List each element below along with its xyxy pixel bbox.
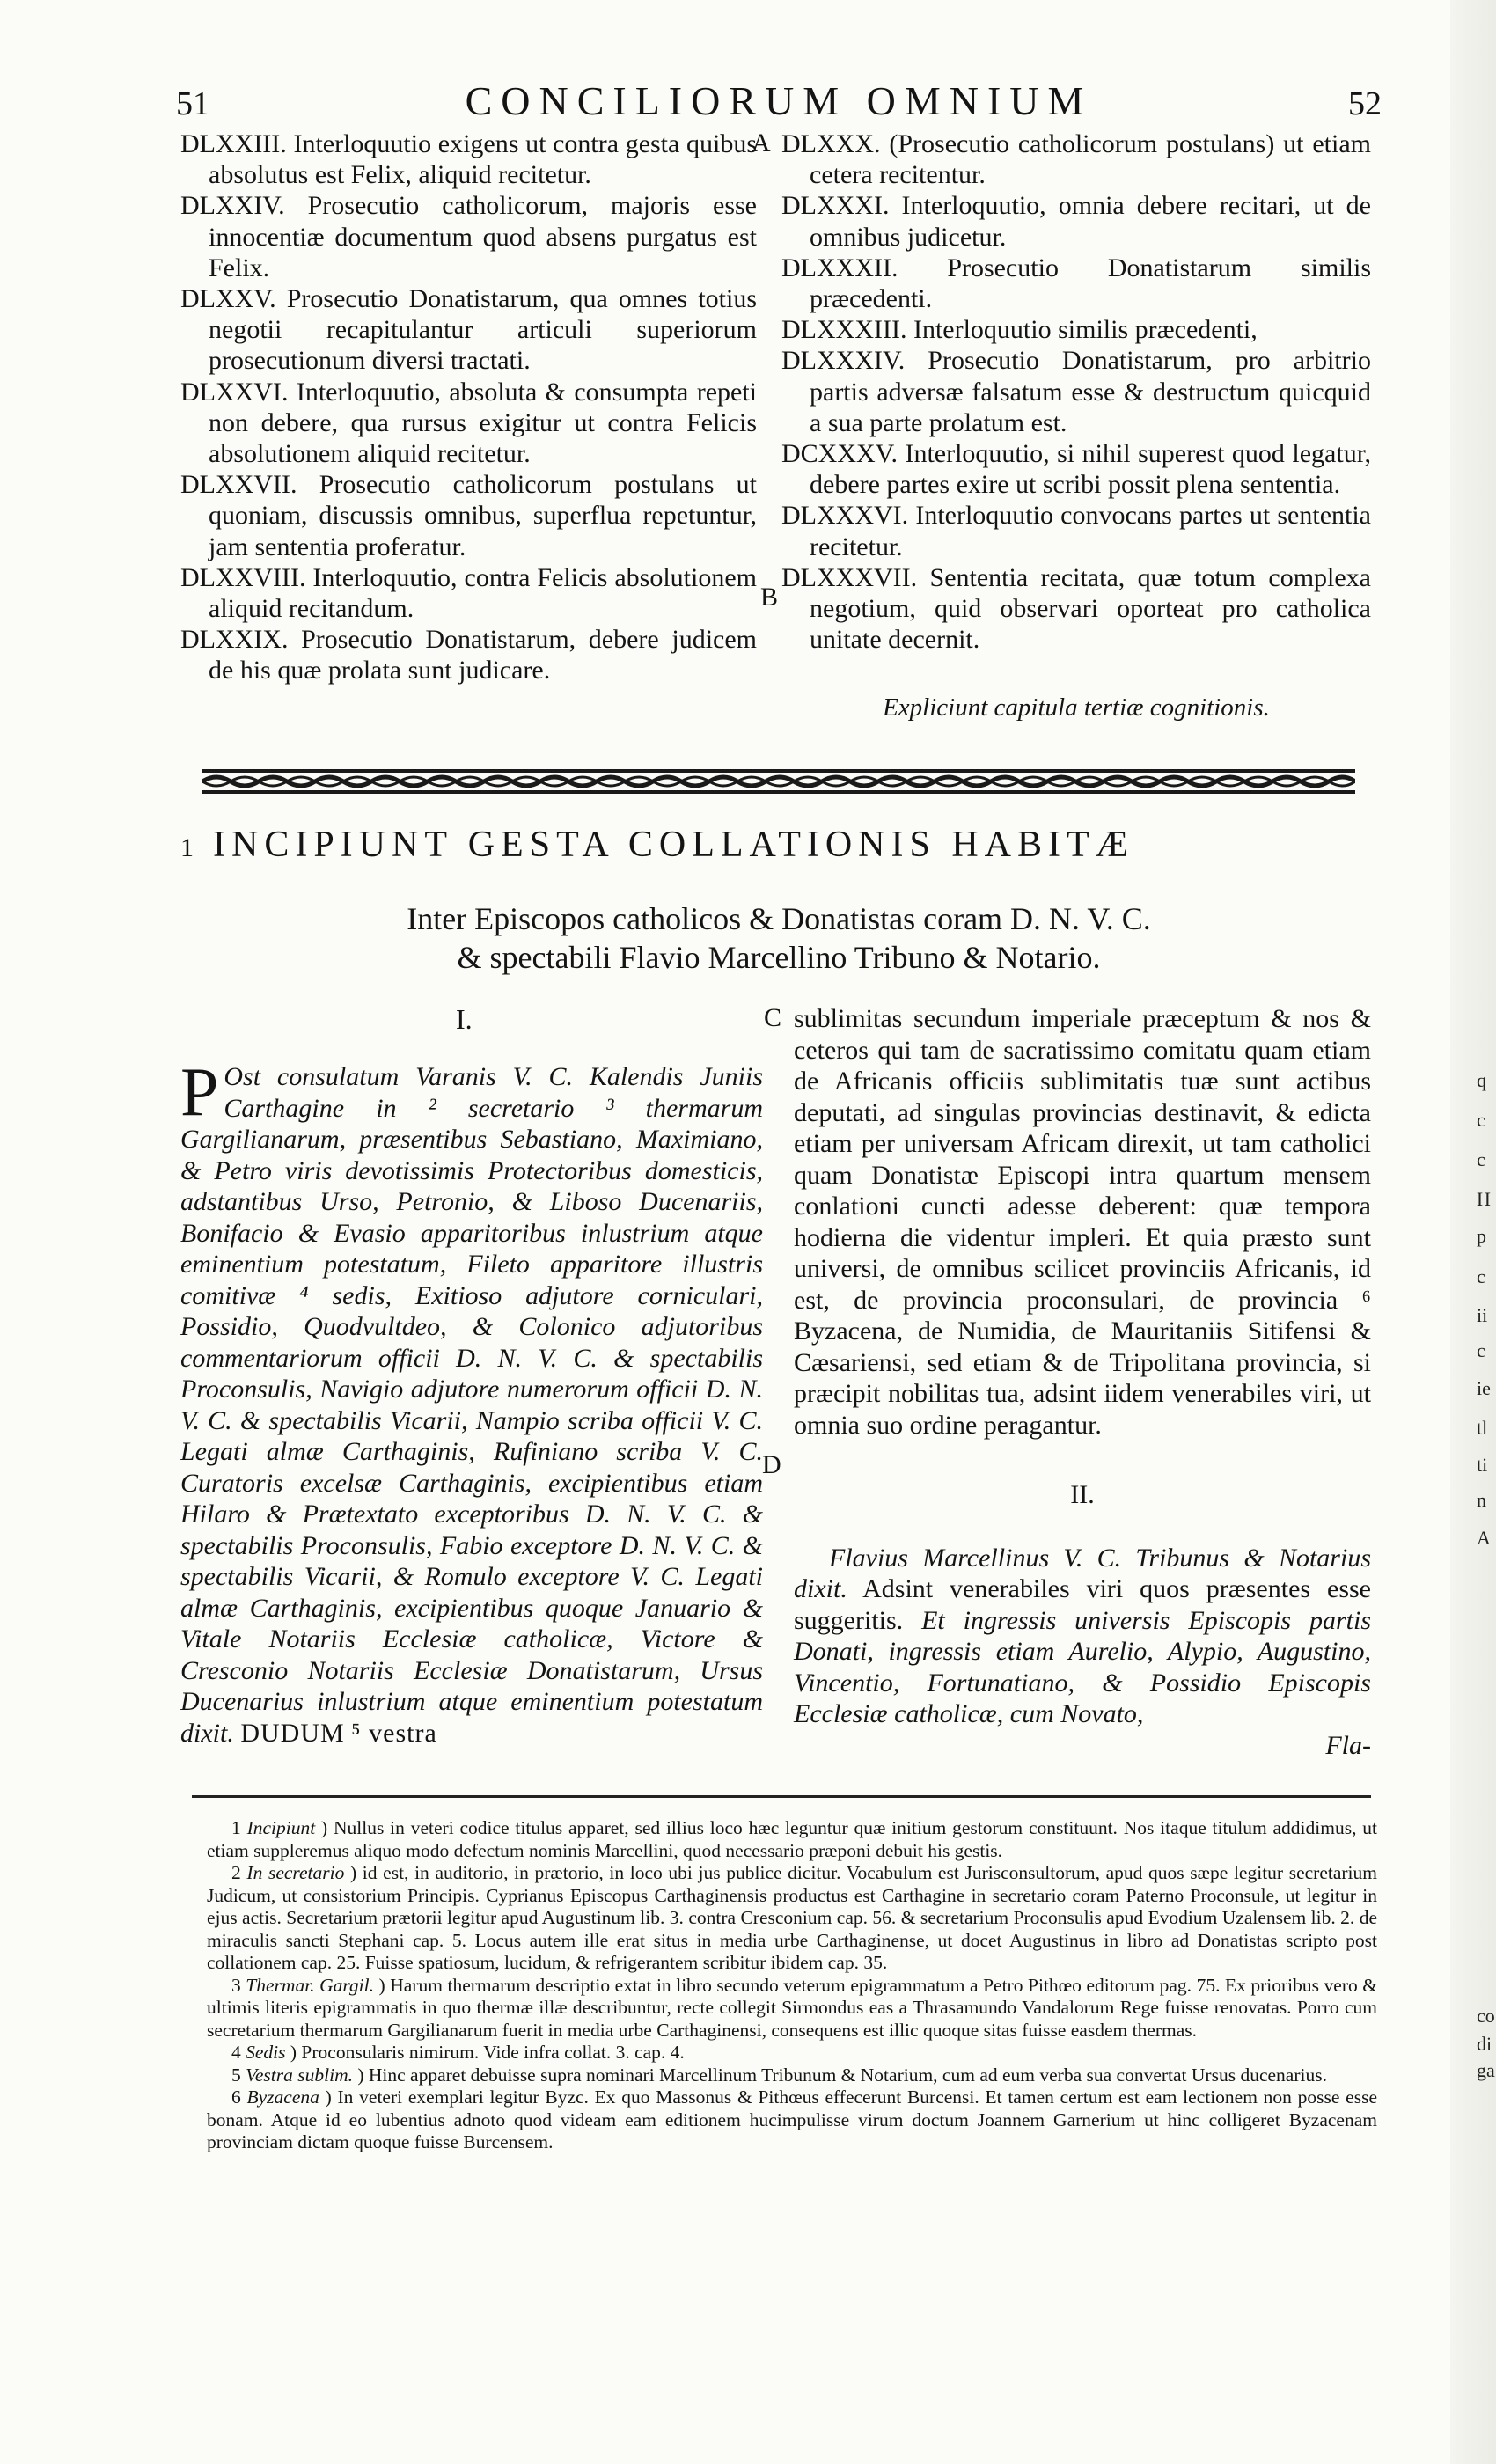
chapter-item xyxy=(180,469,757,562)
footnote-text: ) id est, in auditorio, in prætorio, in loco ubi jus publice dicitur. Vocabulum est Jurisconsultorum, apud quos sæpe legitur secretarium Judicum, ut consistorium Principis. Cyprianus Episcopus Carthaginensis productus est Carthagine in secretario coram Paterno Proconsule, ut legitur in ejus actis. Secretarium prætorii legitur apud Augustinum lib. 3. contra Cresconium cap. 56. & secretarium Proconsulis apud Evodium Uzalensem lib. 2. de miraculis sancti Stephani cap. 5. Locus autem ille erat situs in media urbe Carthaginense, ut docet Augustinus in libro ad Donatistas scripto post collationem cap. 25. Fuisse spatiosum, lucidum, & refrigerantem scribitur ibidem cap. 35. xyxy=(207,1862,1377,1973)
edge-letter: ti xyxy=(1477,1454,1488,1476)
chapter-number: DLXXVII. xyxy=(180,470,297,500)
section-i-text xyxy=(180,1053,763,1749)
edge-letter: c xyxy=(1477,1339,1485,1361)
footnote-number: 5 xyxy=(231,2064,241,2086)
edge-letter: p xyxy=(1477,1225,1486,1247)
chapter-text: Interloquutio, omnia debere recitari, ut de omnibus judicetur. xyxy=(810,191,1371,252)
edge-letter: q xyxy=(1477,1069,1486,1091)
edge-letter: di xyxy=(1477,2033,1492,2055)
chapter-number: DLXXIX. xyxy=(180,625,289,655)
catchword: Fla- xyxy=(1325,1730,1371,1760)
footnote xyxy=(207,2086,1377,2154)
section-i-continuation: sublimitas secundum imperiale præceptum & nos & ceteros qui tam de sacratissimo comitatu quam etiam de Africanis officiis sublimitatis tuæ sunt actibus deputati, ad singulas provincias destinavit, & edicta etiam per universam Africam direxit, ut tam catholici quam Donatistæ Episcopi intra quartum mensem conlationi cuncti adesse deberent: quæ tempora hodierna die videntur impleri. Et quia præsto sunt universi, de omnibus scilicet provinciis Africanis, id est, de provincia proconsulari, de provincia ⁶ Byzacena, de Numidia, de Mauritaniis Sitifensi & Cæsariensi, sed etiam & de Tripolitana provincia, si præcipit nobilitas tua, adsint iidem venerabiles viri, ut omnia suo ordine peragantur. xyxy=(794,1004,1371,1440)
emphasis-word: DUDUM xyxy=(240,1718,345,1748)
chapter-number: DLXXXIV. xyxy=(781,346,906,376)
right-column-text xyxy=(794,1003,1371,1761)
edge-letter: co xyxy=(1477,2005,1495,2027)
edge-letter: ga xyxy=(1477,2059,1495,2081)
section-ii-paragraph xyxy=(794,1543,1371,1730)
section-subheading xyxy=(176,899,1382,977)
edge-letter: c xyxy=(1477,1148,1485,1170)
explicit-line: Expliciunt capitula tertiæ cognitionis. xyxy=(883,693,1270,722)
running-head xyxy=(176,77,1382,130)
drop-cap: P xyxy=(180,1053,219,1130)
edge-letter: A xyxy=(1477,1527,1491,1549)
chapter-text: Interloquutio similis præcedenti, xyxy=(913,315,1258,345)
edge-letter: tl xyxy=(1477,1417,1488,1439)
footnote xyxy=(207,1975,1377,2042)
margin-letter-d: D xyxy=(762,1450,781,1479)
footnote-key: Incipiunt xyxy=(246,1817,316,1838)
chapter-number: DLXXXVI. xyxy=(781,501,909,531)
chapter-text: Interloquutio convocans partes ut sententia recitetur. xyxy=(810,501,1371,561)
footnote xyxy=(207,1862,1377,1975)
footnote xyxy=(207,2064,1377,2087)
chapter-item xyxy=(180,624,757,686)
footnote-number: 4 xyxy=(231,2042,241,2063)
edge-letter: c xyxy=(1477,1109,1485,1131)
chapter-text: Prosecutio Donatistarum, pro arbitrio partis adversæ falsatum esse & destructum quicquid a sua parte prolatum est. xyxy=(810,346,1371,437)
chapter-text: Prosecutio Donatistarum, debere judicem de his quæ prolata sunt judicare. xyxy=(209,625,757,686)
chapter-number: DLXXXIII. xyxy=(781,315,907,345)
chapter-text: Interloquutio, absoluta & consumpta repeti non debere, qua rursus exigitur ut contra Felicis absolutionem aliquid recitetur. xyxy=(209,377,757,469)
chapter-item xyxy=(781,253,1371,314)
chapter-item xyxy=(180,562,757,624)
page-number-right: 52 xyxy=(1348,85,1382,122)
edge-letter: n xyxy=(1477,1489,1486,1511)
footnote xyxy=(207,1817,1377,1862)
chapter-text: Prosecutio Donatistarum, qua omnes totius negotii recapitulantur articuli superiorum prosecutionum diversi tractati. xyxy=(209,284,757,376)
footnote-number: 3 xyxy=(231,1974,241,1996)
footnote-number: 6 xyxy=(231,2086,241,2108)
chapter-number: DLXXXII. xyxy=(781,253,898,282)
section-i-body: Ost consulatum Varanis V. C. Kalendis Juniis Carthagine in ² secretario ³ thermarum Gargilianarum, præsentibus Sebastiano, Maximiano, & Petro viris devotissimis Protectoribus domesticis, adstantibus Urso, Petronio, & Liboso Ducenariis, Bonifacio & Evasio apparitoribus inlustrium atque eminentium potestatum, Fileto apparitore illustris comitivæ ⁴ sedis, Exitioso adjutore corniculari, Possidio, Quodvultdeo, & Colonico adjutoribus commentariorum officii D. N. V. C. & spectabilis Proconsulis, Navigio adjutore numerorum officii D. N. V. C. & spectabilis Vicarii, Nampio scriba officii V. C. Legati almæ Carthaginis, Rufiniano scriba V. C. Curatoris excelsæ Carthaginis, excipientibus etiam Hilaro & Prætextato exceptoribus D. N. V. C. & spectabilis Proconsulis, Fabio exceptore D. N. V. C. & spectabilis Vicarii, & Romulo exceptore V. C. Legati almæ Carthaginis, excipientibus quoque Januario & Vitale Notariis Ecclesiæ catholicæ, Victore & Cresconio Notariis Ecclesiæ Donatistarum, Ursus Ducenarius inlustrium atque eminentium potestatum dixit. xyxy=(180,1062,763,1748)
footnote-key: Vestra sublim. xyxy=(246,2064,353,2086)
section-heading xyxy=(180,824,1386,866)
page-number-left: 51 xyxy=(176,85,209,122)
footnote-rule xyxy=(192,1795,1371,1798)
running-title: CONCILIORUM OMNIUM xyxy=(465,78,1093,123)
chapter-item xyxy=(781,562,1371,656)
speech-text: Adsint venerabiles viri quos præsentes esse suggeritis. xyxy=(794,1574,1371,1635)
chapter-text: Prosecutio Donatistarum similis præcedenti. xyxy=(810,253,1372,314)
chapter-item xyxy=(781,314,1371,345)
footnote-text: ) Nullus in veteri codice titulus apparet, sed illius loco hæc leguntur quæ initium gestorum constituunt. Nos itaque titulum addidimus, ut etiam suppleremus aliquo modo defectum nominis Marcellini, quod necessario præponi debuit his gestis. xyxy=(207,1817,1377,1861)
chapter-number: DLXXX. xyxy=(781,129,881,158)
chapter-item xyxy=(781,438,1371,500)
margin-letter-c: C xyxy=(764,1003,782,1032)
edge-letter: c xyxy=(1477,1265,1485,1287)
chapter-item xyxy=(180,190,757,283)
section-heading-text: INCIPIUNT GESTA COLLATIONIS HABITÆ xyxy=(213,825,1135,865)
chapter-item xyxy=(180,377,757,470)
chapter-text: Interloquutio, contra Felicis absolutionem aliquid recitandum. xyxy=(209,562,758,624)
footnote-number: 1 xyxy=(231,1817,241,1838)
section-i-tail: ⁵ vestra xyxy=(351,1718,437,1748)
footnote-ref: 1 xyxy=(180,833,194,862)
page-edge xyxy=(1450,0,1496,2464)
chapter-item xyxy=(781,190,1371,252)
chapter-text: Prosecutio catholicorum postulans ut quoniam, discussis omnibus, superflua repetuntur, jam sententia proferatur. xyxy=(209,470,757,561)
edge-letter: ii xyxy=(1477,1304,1488,1326)
chapter-list-left xyxy=(180,128,757,686)
footnote-text: ) Harum thermarum descriptio extat in libro secundo veterum epigrammatum a Petro Pithœo editorum pag. 75. Ex prioribus vero & ultimis literis epigrammatis in quo thermæ illæ describuntur, recte collegit Sirmondus eas a Thrasamundo Vandalorum Rege fuisse renovatas. Porro cum secretarium thermarum Gargilianarum fuerit in media urbe Carthaginensi, consequens est illic quoque sitas fuisse easdem thermas. xyxy=(207,1974,1378,2041)
chapter-item xyxy=(180,128,757,190)
footnote-text: ) Hinc apparet debuisse supra nominari Marcellinum Tribunum & Notarium, cum ad eum verba sua convertat Ursus ducenarius. xyxy=(357,2064,1327,2086)
ornament-band xyxy=(202,767,1355,796)
chapter-number: DCXXXV. xyxy=(781,439,898,469)
footnote-key: In secretario xyxy=(246,1862,345,1883)
chapter-number: DLXXIII. xyxy=(180,129,287,158)
footnote-key: Byzacena xyxy=(246,2086,319,2108)
chapter-list-right xyxy=(781,128,1371,655)
chapter-number: DLXXXI. xyxy=(781,191,890,221)
footnote xyxy=(207,2042,1377,2064)
chapter-number: DLXXIV. xyxy=(180,191,285,221)
chapter-text: Sententia recitata, quæ totum complexa negotium, quid observari oporteat pro catholica unitate decernit. xyxy=(810,562,1372,655)
section-number: I. xyxy=(456,1003,473,1035)
chapter-item xyxy=(180,283,757,377)
margin-letter-b: B xyxy=(760,583,779,612)
chapter-text: Interloquutio, si nihil superest quod legatur, debere partes exire ut scribi possit plena sententia. xyxy=(810,439,1372,500)
chapter-number: DLXXVIII. xyxy=(180,562,306,592)
chapter-text: (Prosecutio catholicorum postulans) ut etiam cetera recitentur. xyxy=(810,129,1371,190)
chapter-item xyxy=(781,500,1371,561)
footnotes xyxy=(207,1817,1377,2154)
narration-text: Et ingressis universis Episcopis partis Donati, ingressis etiam Aurelio, Alypio, Augustino, Vincentio, Fortunatiano, & Possidio Episcopis Ecclesiæ catholicæ, cum Novato, xyxy=(794,1605,1371,1728)
margin-letter-a: A xyxy=(752,128,771,158)
chapter-text: Interloquutio exigens ut contra gesta quibus absolutus est Felix, aliquid recitetur. xyxy=(209,129,758,190)
footnote-key: Sedis xyxy=(246,2042,286,2063)
subheading-line: & spectabili Flavio Marcellino Tribuno & Notario. xyxy=(457,940,1101,975)
chapter-number: DLXXVI. xyxy=(180,377,289,407)
edge-letter: H xyxy=(1477,1188,1491,1210)
chapter-item xyxy=(781,128,1371,190)
footnote-text: ) Proconsularis nimirum. Vide infra collat. 3. cap. 4. xyxy=(290,2042,685,2063)
edge-letter: ie xyxy=(1477,1377,1491,1399)
footnote-key: Thermar. Gargil. xyxy=(246,1974,374,1996)
footnote-text: ) In veteri exemplari legitur Byzc. Ex quo Massonus & Pithœus effecerunt Burcensi. Et tamen certum est eam lectionem non posse esse bonam. Atque id eo lubentius adnoto quod videam eam editionem hucimpulisse virum doctum Joannem Garnerium ut hinc colligeret Byzacenam provinciam dictam quoque fuisse Burcensem. xyxy=(207,2086,1377,2152)
chapter-text: Prosecutio catholicorum, majoris esse innocentiæ documentum quod absens purgatus est Felix. xyxy=(209,191,757,282)
chapter-number: DLXXXVII. xyxy=(781,562,918,592)
chapter-number: DLXXV. xyxy=(180,284,276,314)
speaker-line: Flavius Marcellinus V. C. Tribunus & Notarius dixit. xyxy=(794,1543,1371,1603)
section-number: II. xyxy=(1070,1480,1095,1509)
footnote-number: 2 xyxy=(231,1862,241,1883)
subheading-line: Inter Episcopos catholicos & Donatistas coram D. N. V. C. xyxy=(407,901,1151,936)
chapter-item xyxy=(781,345,1371,438)
